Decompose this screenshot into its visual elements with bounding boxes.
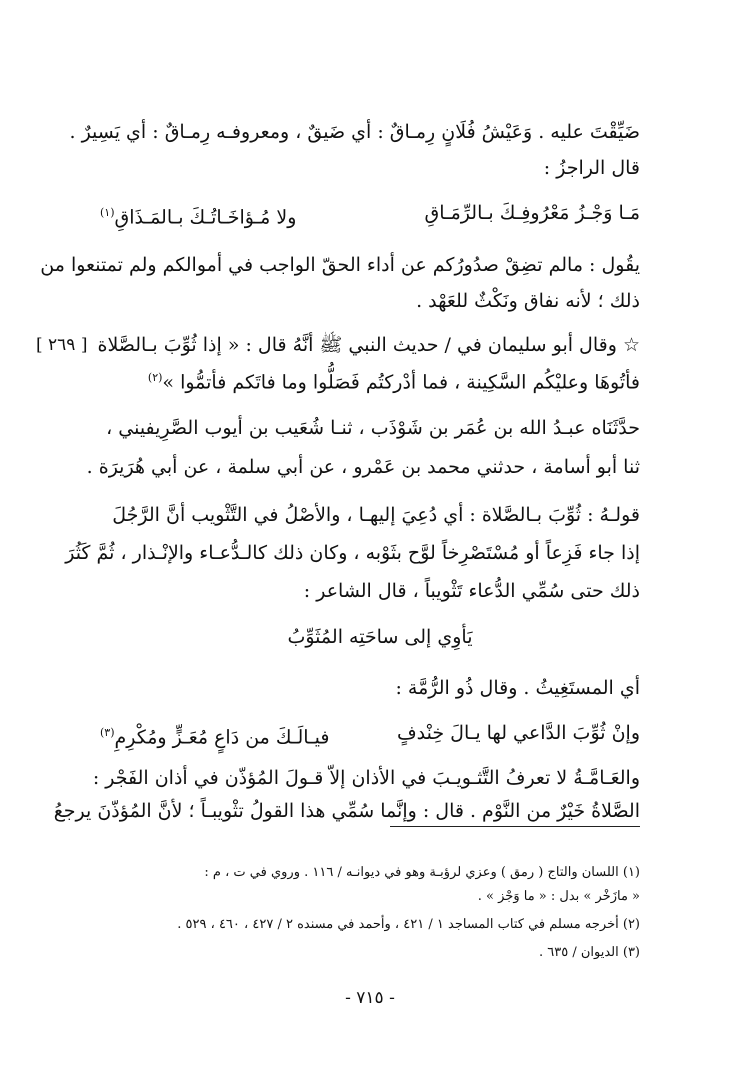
body-line-6-text: فأتُوهَا وعليْكُم السَّكِينة ، فما أدْركتُم فَصَلُّوا وما فاتَكم فأتمُّوا » [162,371,640,394]
page-number: - ٧١٥ - [345,988,395,1008]
body-line-5: ☆ وقال أبو سليمان في / حديث النبي ﷺ أنَّهُ قال : « إذا ثُوِّبَ بـالصَّلاة [97,334,640,356]
body-line-13: والعَـامَّـةُ لا تعرفُ التَّثـويـبَ في الأذان إلاّ قـولَ المُؤذّن في أذان الفَجْر : [92,767,640,789]
footnote-1-continued: « مازَخْر » بدل : « ما وَجْز » . [477,889,640,904]
body-line-1: ضَيِّقْتَ عليه . وَعَيْشُ فُلَانٍ رِمـاقٌ : أي ضَيقٌ ، ومعروفـه رِمـاقٌ : أي يَسِيرٌ . [69,121,640,143]
body-line-10: إذا جاء فَزِعاً أو مُسْتَصْرِخاً لوَّح بثَوْبه ، وكان ذلك كالـدُّعـاء والإنْـذار ، ثُمَّ كَثُرَ [65,542,640,564]
footnote-3: (٣) الديوان / ٦٣٥ . [538,945,640,960]
verse-2-first-hemistich: وإنْ ثُوِّبَ الدَّاعي لها يـالَ خِنْدفٍ [396,722,640,744]
body-line-14: الصَّلاةُ خَيْرٌ من النَّوْم . قال : وإنَّما سُمِّي هذا القولُ تثْويبـاً ؛ لأنَّ المُؤذّنَ يرجعُ [53,800,640,822]
verse-single: يَأوِي إلى ساحَتِه المُثَوِّبُ [287,626,473,648]
body-line-12: أي المستَغِيثُ . وقال ذُو الرُّمَّة : [395,677,640,699]
verse-1 [100,198,640,228]
body-line-7: حدَّثَنَاه عبـدُ الله بن عُمَر بن شَوْذَب ، ثنـا شُعَيب بن أيوب الصَّرِيفيني ، [106,417,640,439]
body-line-3: يقُول : مالم تضِقْ صدُورُكم عن أداء الحقّ الواجب في أموالكم ولم تمتنعوا من [40,254,640,276]
body-line-9: قولـهُ : ثُوِّبَ بـالصَّلاة : أي دُعِيَ إليهـا ، والأصْلُ في التَّثْويب أنَّ الرَّجُلَ [112,504,640,526]
margin-page-ref: [ ٢٦٩ ] [36,335,88,355]
verse-1-second-hemistich [100,198,296,232]
footnote-separator [390,826,640,827]
footnote-marker-2: (٢) [147,371,163,384]
verse-1-second-text: ولا مُـؤاخَـاتُـكَ بـالمَـذَاقِ [114,206,297,229]
verse-2 [100,718,640,748]
verse-1-first-hemistich: مَـا وَجْـزُ مَعْرُوفِـكَ بـالرِّمَـاقِ [424,202,640,224]
verse-2-second-text: فيـالَـكَ من دَاعٍ مُعَـزٍّ ومُكْرِمِ [114,726,330,749]
body-line-4: ذلك ؛ لأنه نفاق ونَكْثٌ للعَهْد . [416,290,640,312]
footnote-marker-1: (١) [100,206,115,219]
body-line-11: ذلك حتى سُمِّي الدُّعاء تَثْويباً ، قال الشاعر : [303,580,640,602]
body-line-2: قال الراجزُ : [543,157,640,179]
verse-2-second-hemistich [100,718,329,752]
footnote-1: (١) اللسان والتاج ( رمق ) وعزي لرؤبـة وهو في ديوانـه / ١١٦ . وروي في ت ، م : [204,865,640,880]
body-line-6 [120,363,640,397]
footnote-2: (٢) أخرجه مسلم في كتاب المساجد ١ / ٤٢١ ، وأحمد في مسنده ٢ / ٤٢٧ ، ٤٦٠ ، ٥٢٩ . [177,917,640,932]
body-line-8: ثنا أبو أسامة ، حدثني محمد بن عَمْرو ، عن أبي سلمة ، عن أبي هُرَيرَة . [86,456,640,478]
footnote-marker-3: (٣) [100,726,115,739]
